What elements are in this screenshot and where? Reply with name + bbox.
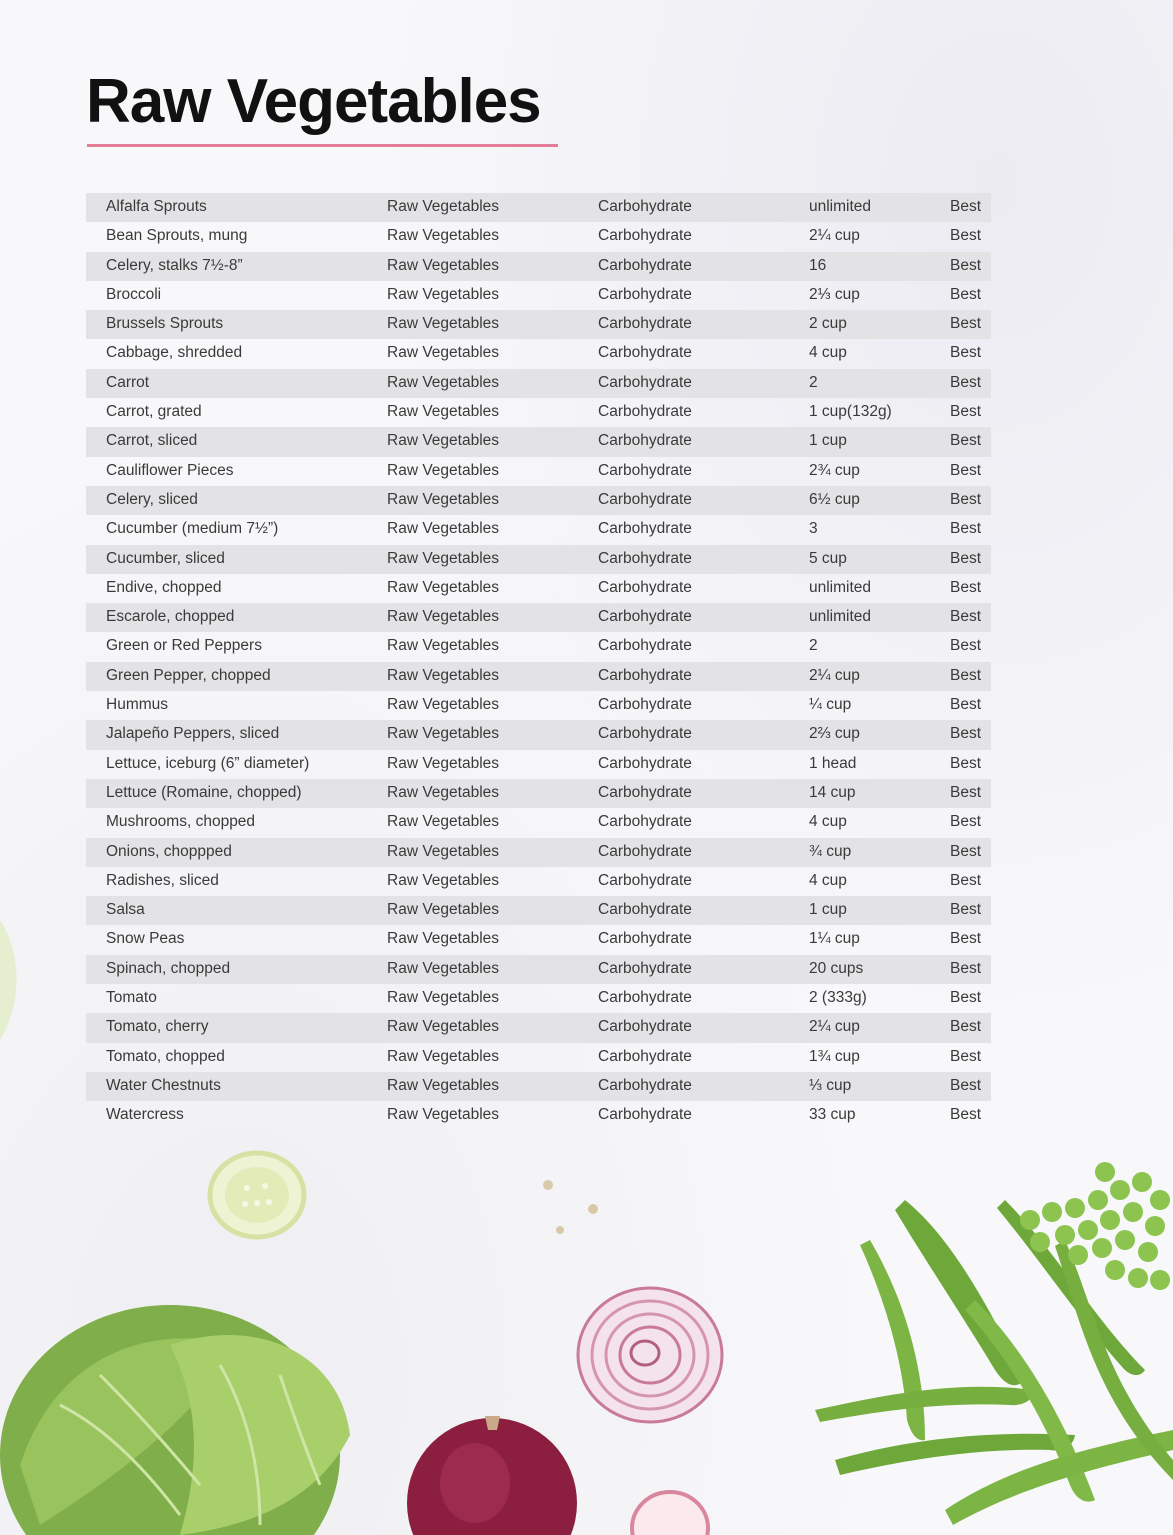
portion-cell: 2¼ cup <box>809 1018 860 1036</box>
macro-cell: Carbohydrate <box>598 578 692 596</box>
red-onion-image <box>405 1408 580 1535</box>
category-cell: Raw Vegetables <box>387 666 500 684</box>
macro-cell: Carbohydrate <box>598 754 692 772</box>
food-name-cell: Lettuce (Romaine, chopped) <box>106 783 302 801</box>
food-name-cell: Salsa <box>106 901 145 919</box>
rating-cell: Best <box>950 754 982 772</box>
rating-cell: Best <box>950 696 982 714</box>
food-name-cell: Cauliflower Pieces <box>106 461 234 479</box>
category-cell: Raw Vegetables <box>387 871 500 889</box>
macro-cell: Carbohydrate <box>598 227 692 245</box>
portion-cell: 5 cup <box>809 549 847 567</box>
macro-cell: Carbohydrate <box>598 696 692 714</box>
food-name-cell: Brussels Sprouts <box>106 315 224 333</box>
category-cell: Raw Vegetables <box>387 344 500 362</box>
macro-cell: Carbohydrate <box>598 256 692 274</box>
portion-cell: 2 <box>809 637 818 655</box>
macro-cell: Carbohydrate <box>598 1106 692 1124</box>
portion-cell: 1¼ cup <box>809 930 860 948</box>
rating-cell: Best <box>950 461 982 479</box>
rating-cell: Best <box>950 432 982 450</box>
table-row <box>86 369 991 398</box>
category-cell: Raw Vegetables <box>387 227 500 245</box>
macro-cell: Carbohydrate <box>598 813 692 831</box>
lettuce-leaf-edge-image <box>0 920 26 1040</box>
rating-cell: Best <box>950 930 982 948</box>
rating-cell: Best <box>950 578 982 596</box>
table-row <box>86 486 991 515</box>
category-cell: Raw Vegetables <box>387 696 500 714</box>
category-cell: Raw Vegetables <box>387 842 500 860</box>
portion-cell: 2¼ cup <box>809 227 860 245</box>
rating-cell: Best <box>950 227 982 245</box>
portion-cell: 20 cups <box>809 959 864 977</box>
rating-cell: Best <box>950 666 982 684</box>
portion-cell: ¾ cup <box>809 842 852 860</box>
food-name-cell: Tomato, chopped <box>106 1047 225 1065</box>
onion-slice-image <box>575 1285 725 1425</box>
macro-cell: Carbohydrate <box>598 1018 692 1036</box>
portion-cell: ¼ cup <box>809 696 852 714</box>
category-cell: Raw Vegetables <box>387 403 500 421</box>
category-cell: Raw Vegetables <box>387 637 500 655</box>
rating-cell: Best <box>950 285 982 303</box>
food-name-cell: Tomato <box>106 989 157 1007</box>
macro-cell: Carbohydrate <box>598 432 692 450</box>
rating-cell: Best <box>950 783 982 801</box>
rating-cell: Best <box>950 871 982 889</box>
portion-cell: unlimited <box>809 608 872 626</box>
category-cell: Raw Vegetables <box>387 373 500 391</box>
cucumber-slice-image <box>205 1148 309 1240</box>
macro-cell: Carbohydrate <box>598 1047 692 1065</box>
radish-slice-image <box>630 1488 710 1535</box>
category-cell: Raw Vegetables <box>387 1047 500 1065</box>
table-row <box>86 838 991 867</box>
portion-cell: 2¾ cup <box>809 461 860 479</box>
rating-cell: Best <box>950 1018 982 1036</box>
category-cell: Raw Vegetables <box>387 285 500 303</box>
food-name-cell: Broccoli <box>106 285 162 303</box>
title-underline <box>87 144 558 147</box>
macro-cell: Carbohydrate <box>598 989 692 1007</box>
table-row <box>86 252 991 281</box>
table-row <box>86 1043 991 1072</box>
food-name-cell: Cabbage, shredded <box>106 344 243 362</box>
food-name-cell: Hummus <box>106 696 169 714</box>
food-name-cell: Jalapeño Peppers, sliced <box>106 725 280 743</box>
category-cell: Raw Vegetables <box>387 754 500 772</box>
rating-cell: Best <box>950 959 982 977</box>
category-cell: Raw Vegetables <box>387 783 500 801</box>
table-row <box>86 867 991 896</box>
macro-cell: Carbohydrate <box>598 608 692 626</box>
category-cell: Raw Vegetables <box>387 813 500 831</box>
macro-cell: Carbohydrate <box>598 198 692 215</box>
rating-cell: Best <box>950 813 982 831</box>
savoy-cabbage-image <box>0 1285 360 1535</box>
portion-cell: 1 cup <box>809 432 847 450</box>
category-cell: Raw Vegetables <box>387 959 500 977</box>
table-row <box>86 925 991 954</box>
table-row <box>86 457 991 486</box>
table-row <box>86 281 991 310</box>
portion-cell: unlimited <box>809 198 872 215</box>
food-name-cell: Onions, choppped <box>106 842 232 860</box>
category-cell: Raw Vegetables <box>387 1106 500 1124</box>
portion-cell: 2⅔ cup <box>809 725 860 743</box>
rating-cell: Best <box>950 490 982 508</box>
food-name-cell: Alfalfa Sprouts <box>106 198 207 215</box>
rating-cell: Best <box>950 1076 982 1094</box>
macro-cell: Carbohydrate <box>598 490 692 508</box>
portion-cell: 4 cup <box>809 871 847 889</box>
macro-cell: Carbohydrate <box>598 520 692 538</box>
category-cell: Raw Vegetables <box>387 725 500 743</box>
food-name-cell: Escarole, chopped <box>106 608 235 626</box>
table-row <box>86 398 991 427</box>
food-name-cell: Green or Red Peppers <box>106 637 262 655</box>
macro-cell: Carbohydrate <box>598 1076 692 1094</box>
table-row <box>86 691 991 720</box>
macro-cell: Carbohydrate <box>598 959 692 977</box>
rating-cell: Best <box>950 315 982 333</box>
rating-cell: Best <box>950 403 982 421</box>
category-cell: Raw Vegetables <box>387 520 500 538</box>
table-row <box>86 339 991 368</box>
macro-cell: Carbohydrate <box>598 666 692 684</box>
portion-cell: 3 <box>809 520 818 538</box>
food-name-cell: Water Chestnuts <box>106 1076 221 1094</box>
food-name-cell: Cucumber (medium 7½”) <box>106 520 279 538</box>
category-cell: Raw Vegetables <box>387 549 500 567</box>
macro-cell: Carbohydrate <box>598 549 692 567</box>
macro-cell: Carbohydrate <box>598 637 692 655</box>
category-cell: Raw Vegetables <box>387 1076 500 1094</box>
category-cell: Raw Vegetables <box>387 901 500 919</box>
food-name-cell: Celery, sliced <box>106 490 198 508</box>
food-name-cell: Mushrooms, chopped <box>106 813 256 831</box>
table-row <box>86 955 991 984</box>
table-row <box>86 984 991 1013</box>
rating-cell: Best <box>950 842 982 860</box>
macro-cell: Carbohydrate <box>598 901 692 919</box>
portion-cell: 2 <box>809 373 818 391</box>
portion-cell: 4 cup <box>809 344 847 362</box>
table-row <box>86 310 991 339</box>
table-row <box>86 545 991 574</box>
portion-cell: unlimited <box>809 578 872 596</box>
table-row <box>86 662 991 691</box>
rating-cell: Best <box>950 989 982 1007</box>
rating-cell: Best <box>950 520 982 538</box>
food-name-cell: Watercress <box>106 1106 184 1124</box>
macro-cell: Carbohydrate <box>598 315 692 333</box>
table-row <box>86 193 991 222</box>
rating-cell: Best <box>950 549 982 567</box>
food-name-cell: Tomato, cherry <box>106 1018 209 1036</box>
portion-cell: 1 cup <box>809 901 847 919</box>
rating-cell: Best <box>950 256 982 274</box>
category-cell: Raw Vegetables <box>387 256 500 274</box>
category-cell: Raw Vegetables <box>387 315 500 333</box>
portion-cell: 16 <box>809 256 827 274</box>
table-row <box>86 427 991 456</box>
food-table <box>86 193 991 1131</box>
table-row <box>86 896 991 925</box>
table-row <box>86 574 991 603</box>
page-title: Raw Vegetables <box>86 67 541 136</box>
peppercorns-image <box>538 1175 608 1245</box>
rating-cell: Best <box>950 373 982 391</box>
food-name-cell: Bean Sprouts, mung <box>106 227 248 245</box>
rating-cell: Best <box>950 725 982 743</box>
table-row <box>86 720 991 749</box>
table-row <box>86 222 991 251</box>
category-cell: Raw Vegetables <box>387 461 500 479</box>
category-cell: Raw Vegetables <box>387 608 500 626</box>
food-name-cell: Lettuce, iceburg (6” diameter) <box>106 754 310 772</box>
table-row <box>86 1101 991 1130</box>
green-peas-image <box>1010 1160 1173 1310</box>
macro-cell: Carbohydrate <box>598 783 692 801</box>
portion-cell: 2 (333g) <box>809 989 867 1007</box>
table-row <box>86 779 991 808</box>
portion-cell: 2⅓ cup <box>809 285 860 303</box>
rating-cell: Best <box>950 1047 982 1065</box>
portion-cell: 2 cup <box>809 315 847 333</box>
table-row <box>86 1013 991 1042</box>
category-cell: Raw Vegetables <box>387 989 500 1007</box>
food-name-cell: Carrot <box>106 373 150 391</box>
portion-cell: 4 cup <box>809 813 847 831</box>
macro-cell: Carbohydrate <box>598 842 692 860</box>
food-name-cell: Radishes, sliced <box>106 871 219 889</box>
portion-cell: ⅓ cup <box>809 1076 852 1094</box>
portion-cell: 2¼ cup <box>809 666 860 684</box>
category-cell: Raw Vegetables <box>387 432 500 450</box>
portion-cell: 14 cup <box>809 783 856 801</box>
food-name-cell: Green Pepper, chopped <box>106 666 271 684</box>
macro-cell: Carbohydrate <box>598 871 692 889</box>
macro-cell: Carbohydrate <box>598 344 692 362</box>
category-cell: Raw Vegetables <box>387 930 500 948</box>
food-name-cell: Snow Peas <box>106 930 185 948</box>
table-row <box>86 1072 991 1101</box>
food-name-cell: Endive, chopped <box>106 578 222 596</box>
food-name-cell: Carrot, grated <box>106 403 202 421</box>
rating-cell: Best <box>950 198 982 215</box>
macro-cell: Carbohydrate <box>598 461 692 479</box>
food-name-cell: Carrot, sliced <box>106 432 198 450</box>
macro-cell: Carbohydrate <box>598 373 692 391</box>
table-row <box>86 515 991 544</box>
rating-cell: Best <box>950 1106 982 1124</box>
food-name-cell: Spinach, chopped <box>106 959 231 977</box>
category-cell: Raw Vegetables <box>387 1018 500 1036</box>
rating-cell: Best <box>950 608 982 626</box>
food-name-cell: Celery, stalks 7½-8” <box>106 256 243 274</box>
portion-cell: 6½ cup <box>809 490 860 508</box>
portion-cell: 1 cup(132g) <box>809 403 892 421</box>
category-cell: Raw Vegetables <box>387 490 500 508</box>
table-row <box>86 808 991 837</box>
category-cell: Raw Vegetables <box>387 198 500 215</box>
macro-cell: Carbohydrate <box>598 725 692 743</box>
food-name-cell: Cucumber, sliced <box>106 549 225 567</box>
table-row <box>86 750 991 779</box>
rating-cell: Best <box>950 637 982 655</box>
macro-cell: Carbohydrate <box>598 403 692 421</box>
portion-cell: 1 head <box>809 754 857 772</box>
category-cell: Raw Vegetables <box>387 578 500 596</box>
portion-cell: 33 cup <box>809 1106 856 1124</box>
rating-cell: Best <box>950 344 982 362</box>
macro-cell: Carbohydrate <box>598 285 692 303</box>
table-row <box>86 632 991 661</box>
portion-cell: 1¾ cup <box>809 1047 860 1065</box>
macro-cell: Carbohydrate <box>598 930 692 948</box>
table-row <box>86 603 991 632</box>
rating-cell: Best <box>950 901 982 919</box>
